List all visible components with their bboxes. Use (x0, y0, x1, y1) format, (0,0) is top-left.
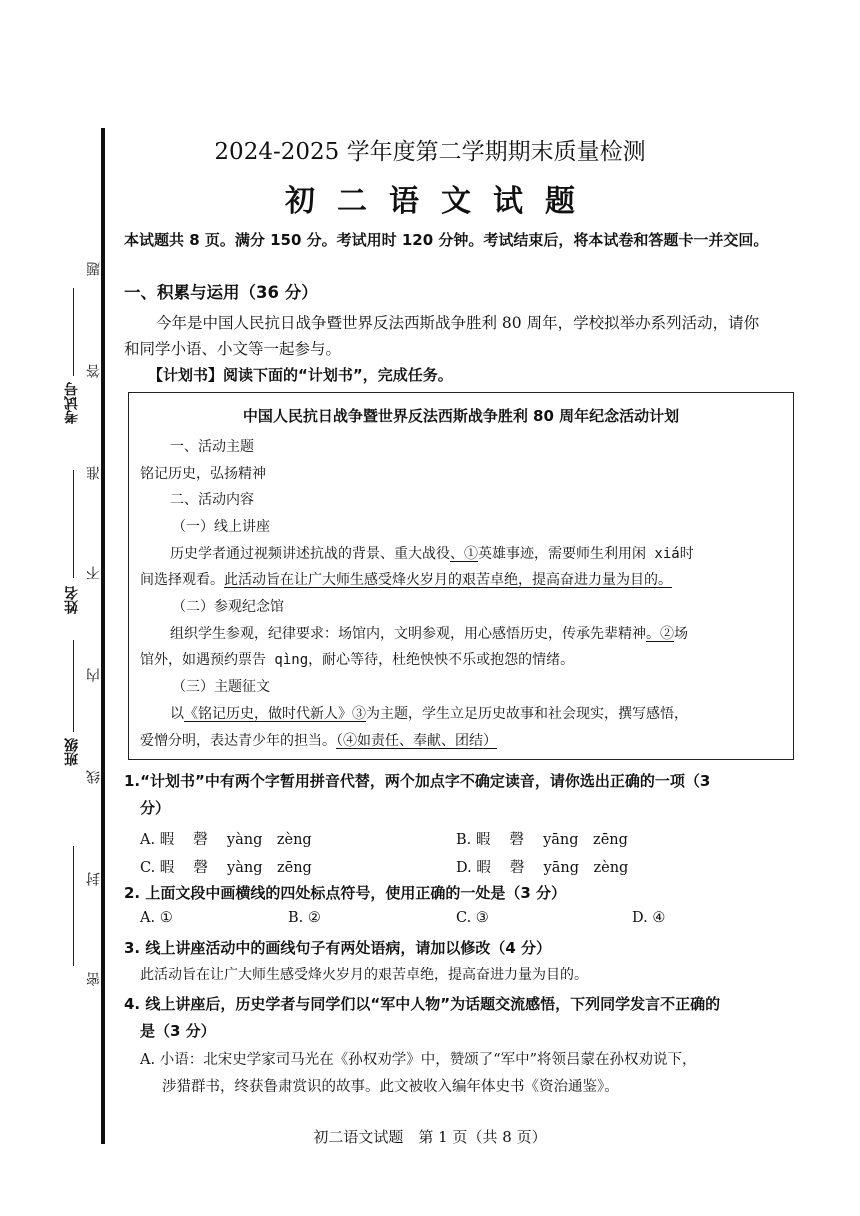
underlined-sentence: 此活动旨在让广大师生感受烽火岁月的艰苦卓绝，提高奋进力量为目的。 (224, 572, 672, 588)
question-2-option-d: D. ④ (632, 910, 666, 926)
exam-instructions: 本试题共 8 页。满分 150 分。考试用时 120 分钟。考试结束后，将本试卷和答题卡一并交回。 (124, 231, 769, 249)
class-label: 班级 (64, 738, 80, 766)
plan-sub-museum: （二）参观纪念馆 (172, 599, 284, 615)
section-intro: 今年是中国人民抗日战争暨世界反法西斯战争胜利 80 周年，学校拟举办系列活动，请你 (156, 314, 760, 332)
plan-heading-content: 二、活动内容 (170, 492, 254, 508)
plan-paragraph-essay-cont: 爱憎分明，表达青少年的担当。（④如责任、奉献、团结） (140, 733, 497, 749)
question-4-option-a: A. 小语：北宋史学家司马光在《孙权劝学》中，赞颂了“军中”将领吕蒙在孙权劝说下， (140, 1052, 697, 1068)
question-1-option-c: C. 暇 磬 yàng zēng (140, 860, 312, 876)
plan-theme: 铭记历史，弘扬精神 (140, 466, 266, 482)
question-1-stem: 1.“计划书”中有两个字暂用拼音代替，两个加点字不确定读音，请你选出正确的一项（3 (124, 772, 711, 790)
question-4-stem-cont: 是（3 分） (140, 1022, 216, 1040)
plan-sub-essay: （三）主题征文 (172, 679, 270, 695)
section-heading: 一、积累与运用（36 分） (124, 283, 318, 302)
seal-char: 密 (86, 972, 102, 986)
student-name-blank (73, 470, 74, 578)
plan-sub-lecture: （一）线上讲座 (172, 519, 270, 535)
question-3-sentence: 此活动旨在让广大师生感受烽火岁月的艰苦卓绝，提高奋进力量为目的。 (140, 967, 588, 983)
exam-number-blank (73, 288, 74, 376)
plan-paragraph-essay: 以《铭记历史，做时代新人》③为主题，学生立足历史故事和社会现实，撰写感悟， (170, 706, 688, 722)
task-instruction: 【计划书】阅读下面的“计划书”，完成任务。 (148, 366, 453, 384)
binding-margin-rule (101, 128, 105, 1144)
question-2-option-c: C. ③ (456, 910, 489, 926)
plan-title: 中国人民抗日战争暨世界反法西斯战争胜利 80 周年纪念活动计划 (242, 407, 680, 425)
class-blank (73, 640, 74, 732)
student-name-label: 姓名 (64, 586, 80, 614)
seal-char: 准 (86, 466, 102, 480)
seal-char: 封 (86, 872, 102, 886)
question-1-option-a: A. 暇 磬 yàng zèng (140, 832, 312, 848)
exam-number-label: 考试号 (64, 382, 80, 424)
question-2-stem: 2. 上面文段中画横线的四处标点符号，使用正确的一处是（3 分） (124, 884, 567, 902)
question-1-option-d: D. 暇 磬 yāng zèng (456, 860, 629, 876)
seal-char: 内 (86, 668, 102, 682)
question-4-stem: 4. 线上讲座后，历史学者与同学们以“军中人物”为话题交流感悟，下列同学发言不正确的 (124, 995, 721, 1013)
plan-paragraph-lecture-cont: 间选择观看。此活动旨在让广大师生感受烽火岁月的艰苦卓绝，提高奋进力量为目的。 (140, 572, 672, 588)
seal-char: 线 (86, 770, 102, 784)
question-2-option-a: A. ① (140, 910, 173, 926)
plan-heading-theme: 一、活动主题 (170, 439, 254, 455)
question-1-stem-cont: 分） (140, 799, 171, 817)
question-3-stem: 3. 线上讲座活动中的画线句子有两处语病，请加以修改（4 分） (124, 939, 552, 957)
exam-subject-title: 初二语文试题 (285, 184, 597, 219)
plan-paragraph-museum-cont: 馆外，如遇预约票告 qìng，耐心等待，杜绝怏怏不乐或抱怨的情绪。 (140, 652, 575, 668)
plan-paragraph-lecture: 历史学者通过视频讲述抗战的背景、重大战役、①英雄事迹，需要师生利用闲 xiá时 (170, 546, 694, 562)
seat-blank (73, 846, 74, 966)
plan-paragraph-museum: 组织学生参观，纪律要求：场馆内，文明参观，用心感悟历史，传承先辈精神。②场 (170, 626, 688, 642)
seal-char: 不 (86, 566, 102, 580)
section-intro-cont: 和同学小语、小文等一起参与。 (124, 340, 342, 358)
exam-title: 2024-2025 学年度第二学期期末质量检测 (214, 139, 646, 165)
question-1-option-b: B. 暇 磬 yāng zēng (456, 832, 628, 848)
question-4-option-a-cont: 涉猎群书，终获鲁肃赏识的故事。此文被收入编年体史书《资治通鉴》。 (162, 1079, 619, 1095)
seal-char: 题 (86, 262, 102, 276)
seal-char: 答 (86, 364, 102, 378)
question-2-option-b: B. ② (288, 910, 321, 926)
page-footer: 初二语文试题 第 1 页（共 8 页） (313, 1128, 547, 1146)
